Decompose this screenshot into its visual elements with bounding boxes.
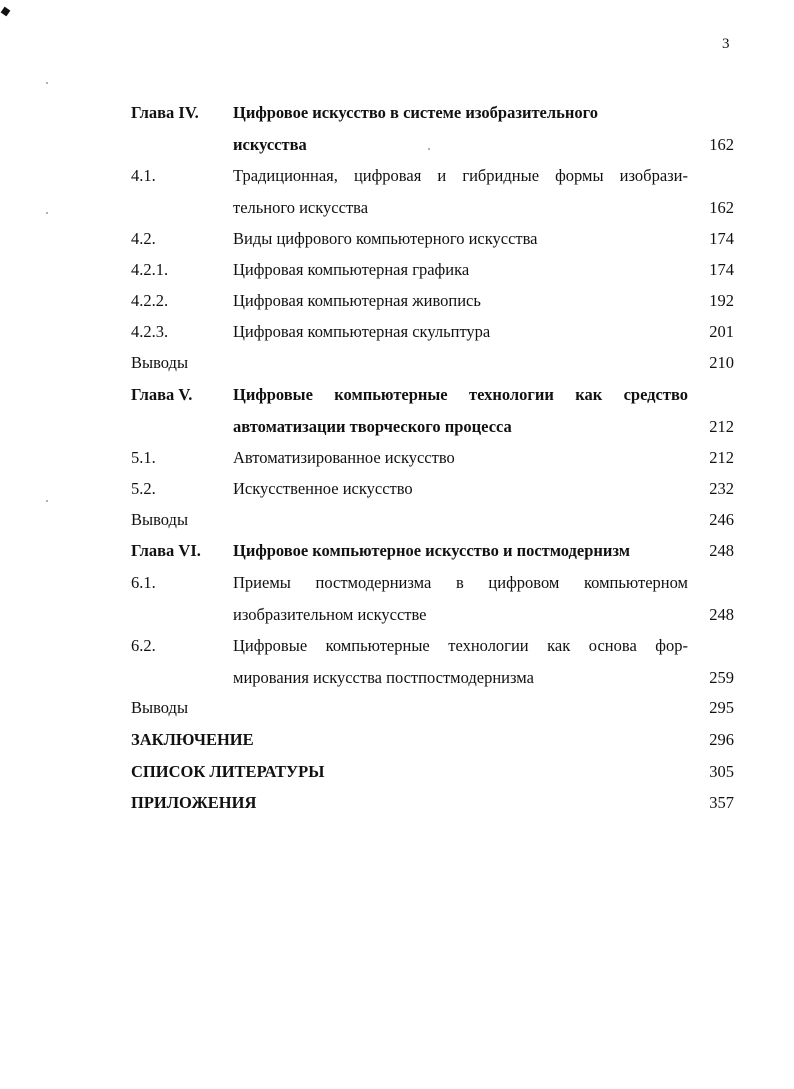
toc-page: 210	[709, 353, 734, 372]
toc-title: Цифровое искусство в системе изобразительного	[233, 103, 598, 122]
toc-title-continued: тельного искусства	[233, 198, 369, 217]
toc-number: Глава IV.	[131, 103, 199, 122]
toc-number: 4.2.1.	[131, 260, 169, 279]
toc-page: 305	[709, 762, 734, 781]
toc-page: 162	[709, 198, 734, 217]
toc-title-continued: изобразительном искусстве	[233, 605, 427, 624]
toc-title: Приемы постмодернизма в цифровом компьютерном	[233, 573, 688, 592]
toc-page: 232	[709, 479, 734, 498]
toc-number: 4.2.3.	[131, 322, 169, 341]
toc-number: 4.1.	[131, 166, 156, 185]
toc-page: 248	[709, 605, 734, 624]
toc-number: 5.2.	[131, 479, 156, 498]
toc-page: 246	[709, 510, 734, 529]
toc-title: Цифровая компьютерная скульптура	[233, 322, 491, 341]
toc-page: 192	[709, 291, 734, 310]
toc-title: ПРИЛОЖЕНИЯ	[131, 793, 257, 812]
toc-title: Цифровая компьютерная графика	[233, 260, 470, 279]
toc-title: Цифровое компьютерное искусство и постмодернизм	[233, 541, 631, 560]
toc-number: Глава V.	[131, 385, 193, 404]
scan-speck	[46, 82, 48, 84]
toc-number: Глава VI.	[131, 541, 201, 560]
toc-page: 201	[709, 322, 734, 341]
page-number: 3	[722, 36, 730, 52]
toc-title: Цифровые компьютерные технологии как средство	[233, 385, 688, 404]
scan-speck	[46, 500, 48, 502]
scan-corner-mark	[1, 7, 11, 17]
toc-page: 174	[709, 260, 734, 279]
toc-number: 6.2.	[131, 636, 156, 655]
toc-page: 296	[709, 730, 734, 749]
toc-page: 162	[709, 135, 734, 154]
toc-chapter-5	[0, 385, 794, 447]
toc-page: 357	[709, 793, 734, 812]
toc-title: Искусственное искусство	[233, 479, 413, 498]
toc-page: 248	[709, 541, 734, 560]
toc-section-6-2	[0, 636, 794, 698]
toc-page: 295	[709, 698, 734, 717]
toc-title: ЗАКЛЮЧЕНИЕ	[131, 730, 254, 749]
toc-chapter-4	[0, 103, 794, 165]
toc-number: Выводы	[131, 353, 189, 372]
toc-title-continued: мирования искусства постпостмодернизма	[233, 668, 534, 687]
toc-title: Цифровые компьютерные технологии как основа фор-	[233, 636, 688, 655]
toc-title-continued: искусства	[233, 135, 307, 154]
toc-section-6-1	[0, 573, 794, 635]
toc-title: СПИСОК ЛИТЕРАТУРЫ	[131, 762, 325, 781]
toc-title-continued: автоматизации творческого процесса	[233, 417, 512, 436]
toc-number: Выводы	[131, 510, 189, 529]
toc-number: 6.1.	[131, 573, 156, 592]
toc-title: Традиционная, цифровая и гибридные формы изобрази-	[233, 166, 688, 185]
toc-page: 212	[709, 417, 734, 436]
toc-page: 259	[709, 668, 734, 687]
toc-page: 174	[709, 229, 734, 248]
toc-number: 4.2.2.	[131, 291, 169, 310]
toc-number: Выводы	[131, 698, 189, 717]
toc-number: 4.2.	[131, 229, 156, 248]
toc-section-4-1	[0, 166, 794, 228]
toc-title: Цифровая компьютерная живопись	[233, 291, 481, 310]
toc-number: 5.1.	[131, 448, 156, 467]
toc-page: 212	[709, 448, 734, 467]
toc-title: Виды цифрового компьютерного искусства	[233, 229, 538, 248]
toc-title: Автоматизированное искусство	[233, 448, 455, 467]
